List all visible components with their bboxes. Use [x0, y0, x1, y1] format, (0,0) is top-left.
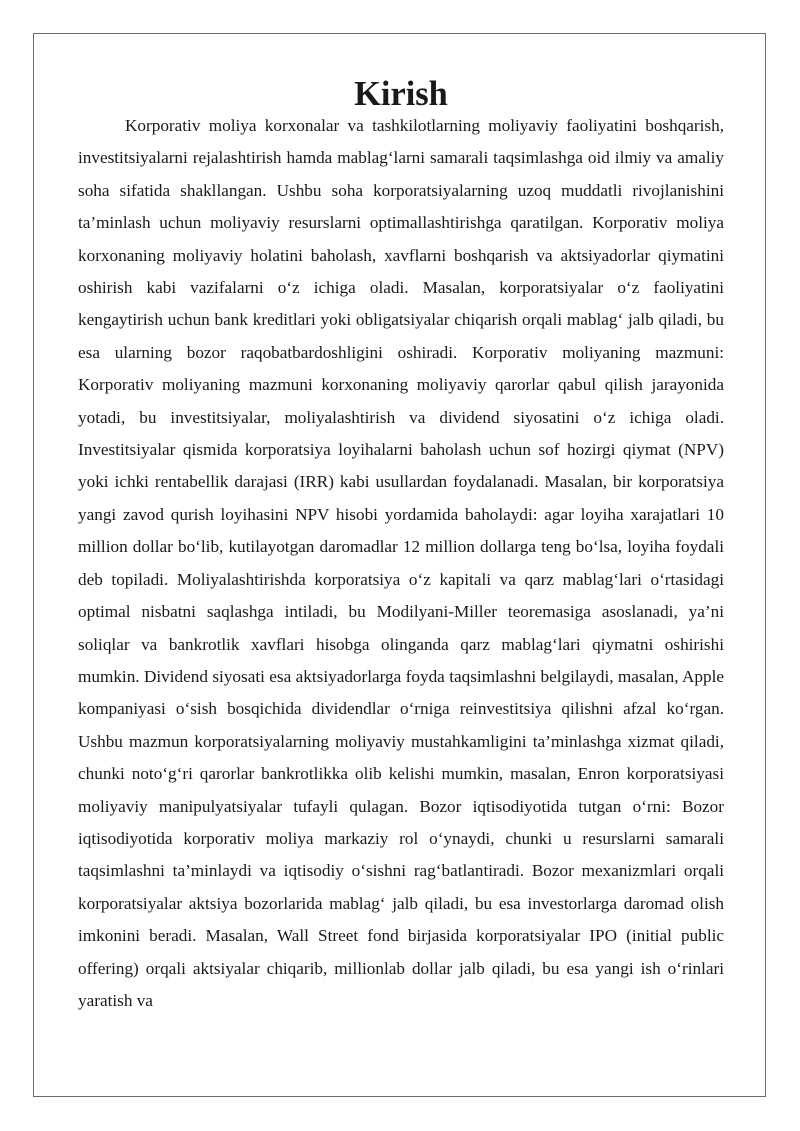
- page-content: [78, 75, 724, 1017]
- section-heading: Kirish: [354, 75, 448, 113]
- body-paragraph: Korporativ moliya korxonalar va tashkilotlarning moliyaviy faoliyatini boshqarish, investitsiyalarni rejalashtirish hamda mablag‘larni samarali taqsimlashga oid ilmiy va amaliy soha sifatida shakllangan. Ushbu soha korporatsiyalarning uzoq muddatli rivojlanishini ta’minlash uchun moliyaviy resurslarni optimallashtirishga qaratilgan. Korporativ moliya korxonaning moliyaviy holatini baholash, xavflarni boshqarish va aktsiyadorlar qiymatini oshirish kabi vazifalarni o‘z ichiga oladi. Masalan, korporatsiyalar o‘z faoliyatini kengaytirish uchun bank kreditlari yoki obligatsiyalar chiqarish orqali mablag‘ jalb qiladi, bu esa ularning bozor raqobatbardoshligini oshiradi. Korporativ moliyaning mazmuni: Korporativ moliyaning mazmuni korxonaning moliyaviy qarorlar qabul qilish jarayonida yotadi, bu investitsiyalar, moliyalashtirish va dividend siyosatini o‘z ichiga oladi. Investitsiyalar qismida korporatsiya loyihalarni baholash uchun sof hozirgi qiymat (NPV) yoki ichki rentabellik darajasi (IRR) kabi usullardan foydalanadi. Masalan, bir korporatsiya yangi zavod qurish loyihasini NPV hisobi yordamida baholaydi: agar loyiha xarajatlari 10 million dollar bo‘lib, kutilayotgan daromadlar 12 million dollarga teng bo‘lsa, loyiha foydali deb topiladi. Moliyalashtirishda korporatsiya o‘z kapitali va qarz mablag‘lari o‘rtasidagi optimal nisbatni saqlashga intiladi, bu Modilyani-Miller teoremasiga asoslanadi, ya’ni soliqlar va bankrotlik xavflari hisobga olinganda qarz mablag‘lari qiymatni oshirishi mumkin. Dividend siyosati esa aktsiyadorlarga foyda taqsimlashni belgilaydi, masalan, Apple kompaniyasi o‘sish bosqichida dividendlar o‘rniga reinvestitsiya qilishni afzal ko‘rgan. Ushbu mazmun korporatsiyalarning moliyaviy mustahkamligini ta’minlashga xizmat qiladi, chunki noto‘g‘ri qarorlar bankrotlikka olib kelishi mumkin, masalan, Enron korporatsiyasi moliyaviy manipulyatsiyalar tufayli qulagan. Bozor iqtisodiyotida tutgan o‘rni: Bozor iqtisodiyotida korporativ moliya markaziy rol o‘ynaydi, chunki u resurslarni samarali taqsimlashni ta’minlaydi va iqtisodiy o‘sishni rag‘batlantiradi. Bozor mexanizmlari orqali korporatsiyalar aktsiya bozorlarida mablag‘ jalb qiladi, bu esa investorlarga daromad olish imkonini beradi. Masalan, Wall Street fond birjasida korporatsiyalar IPO (initial public offering) orqali aktsiyalar chiqarib, millionlab dollar jalb qiladi, bu esa yangi ish o‘rinlari yaratish va: [78, 116, 724, 1010]
- page-frame: [33, 33, 766, 1097]
